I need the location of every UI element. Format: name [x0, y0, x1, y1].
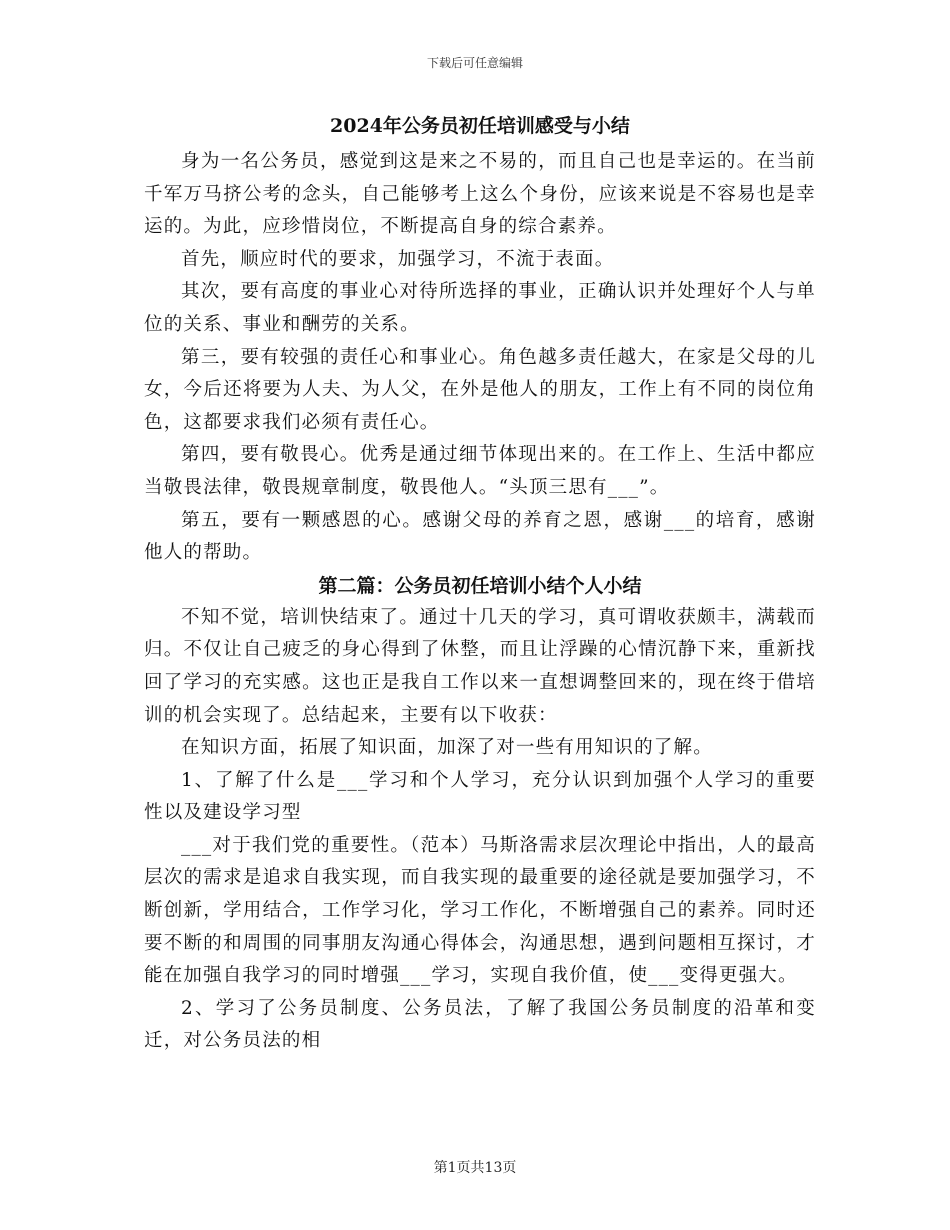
document-title: 2024年公务员初任培训感受与小结: [330, 115, 630, 137]
paragraph: 第四，要有敬畏心。优秀是通过细节体现出来的。在工作上、生活中都应当敬畏法律，敬畏规章制度，敬畏他人。“头顶三思有___”。: [144, 444, 816, 498]
paragraph: 第三，要有较强的责任心和事业心。角色越多责任越大，在家是父母的儿女，今后还将要为人夫、为人父，在外是他人的朋友，工作上有不同的岗位角色，这都要求我们必须有责任心。: [144, 346, 816, 433]
paragraph: 身为一名公务员，感觉到这是来之不易的，而且自己也是幸运的。在当前千军万马挤公考的念头，自己能够考上这么个身份，应该来说是不容易也是幸运的。为此，应珍惜岗位，不断提高自身的综合素养。: [144, 151, 816, 238]
paragraph: 在知识方面，拓展了知识面，加深了对一些有用知识的了解。: [181, 737, 713, 759]
paragraph: ___对于我们党的重要性。（范本）马斯洛需求层次理论中指出，人的最高层次的需求是追求自我实现，而自我实现的最重要的途径就是要加强学习，不断创新，学用结合，工作学习化，学习工作化，不断增强自己的素养。同时还要不断的和周围的同事朋友沟通心得体会，沟通思想，遇到问题相互探讨，才能在加强自我学习的同时增强___学习，实现自我价值，使___变得更强大。: [144, 834, 816, 987]
paragraph: 2、学习了公务员制度、公务员法，了解了我国公务员制度的沿革和变迁，对公务员法的相: [144, 997, 816, 1052]
paragraph: 首先，顺应时代的要求，加强学习，不流于表面。: [181, 248, 615, 270]
document-body: [144, 110, 816, 1058]
section-title: 第二篇：公务员初任培训小结个人小结: [318, 574, 642, 597]
paragraph: 其次，要有高度的事业心对待所选择的事业，正确认识并处理好个人与单位的关系、事业和酬劳的关系。: [144, 281, 816, 335]
header-note: 下载后可任意编辑: [426, 56, 523, 70]
page-number: 第1页共13页: [433, 1160, 517, 1176]
paragraph: 不知不觉，培训快结束了。通过十几天的学习，真可谓收获颇丰，满载而归。不仅让自己疲乏的身心得到了休整，而且让浮躁的心情沉静下来，重新找回了学习的充实感。这也正是我自工作以来一直想调整回来的，现在终于借培训的机会实现了。总结起来，主要有以下收获：: [144, 606, 816, 726]
paragraph: 第五，要有一颗感恩的心。感谢父母的养育之恩，感谢___的培育，感谢他人的帮助。: [144, 509, 816, 564]
paragraph: 1、了解了什么是___学习和个人学习，充分认识到加强个人学习的重要性以及建设学习型: [144, 769, 816, 824]
